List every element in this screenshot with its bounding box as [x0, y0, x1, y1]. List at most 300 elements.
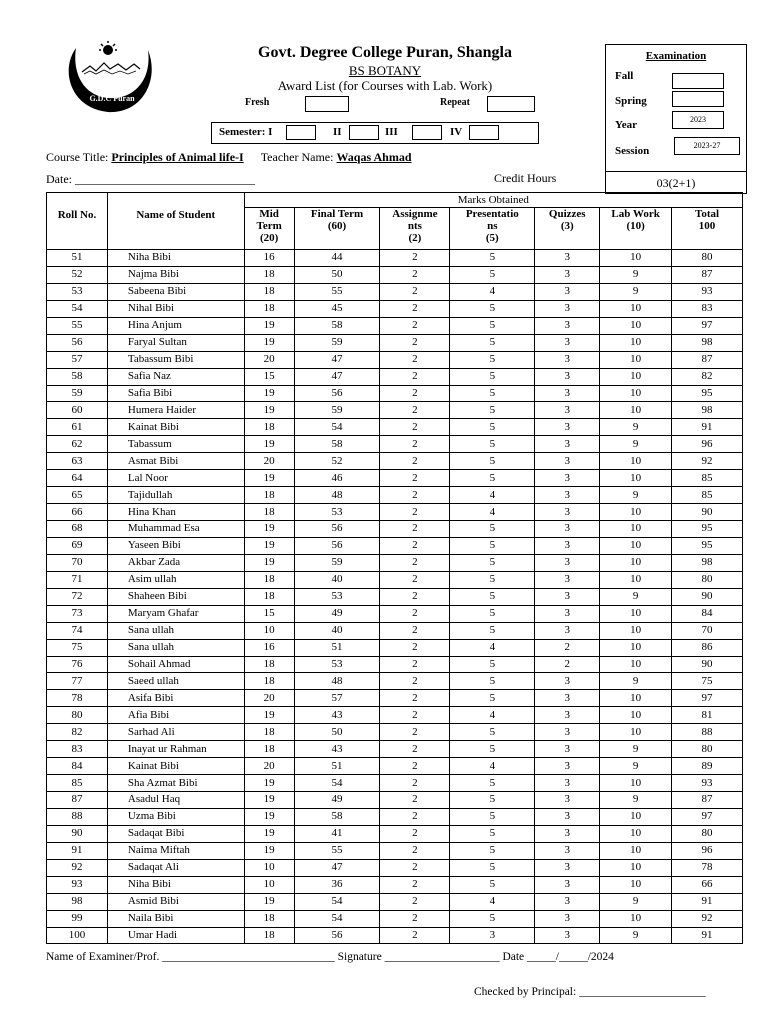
- assignments-cell: 2: [380, 419, 450, 436]
- mid-term-cell: 15: [244, 605, 294, 622]
- teacher-label: Teacher Name:: [260, 150, 334, 164]
- table-row: [47, 487, 743, 504]
- quizzes-cell: 2: [535, 656, 600, 673]
- total-cell: 97: [672, 808, 743, 825]
- lab-work-cell: 10: [600, 842, 672, 859]
- assignments-cell: 2: [380, 792, 450, 809]
- presentations-cell: 4: [450, 283, 535, 300]
- student-name-cell: Saeed ullah: [107, 673, 244, 690]
- presentations-cell: 5: [450, 436, 535, 453]
- fresh-box[interactable]: [305, 96, 349, 112]
- final-term-cell: 45: [294, 300, 380, 317]
- mid-term-cell: 18: [244, 487, 294, 504]
- fall-box[interactable]: [672, 73, 724, 89]
- final-term-cell: 47: [294, 368, 380, 385]
- marks-table: [46, 192, 743, 944]
- table-row: [47, 639, 743, 656]
- final-term-cell: 49: [294, 792, 380, 809]
- total-cell: 92: [672, 910, 743, 927]
- total-cell: 91: [672, 419, 743, 436]
- presentations-cell: 5: [450, 859, 535, 876]
- total-cell: 96: [672, 436, 743, 453]
- student-name-cell: Najma Bibi: [107, 266, 244, 283]
- table-row: [47, 588, 743, 605]
- roll-no-cell: 71: [47, 571, 108, 588]
- quizzes-cell: 3: [535, 487, 600, 504]
- roll-no-cell: 77: [47, 673, 108, 690]
- lab-work-cell: 10: [600, 724, 672, 741]
- table-row: [47, 351, 743, 368]
- lab-work-cell: 10: [600, 656, 672, 673]
- college-logo: [64, 40, 160, 120]
- total-cell: 80: [672, 250, 743, 267]
- presentations-cell: 5: [450, 317, 535, 334]
- mid-term-cell: 18: [244, 419, 294, 436]
- roll-no-cell: 59: [47, 385, 108, 402]
- final-term-cell: 57: [294, 690, 380, 707]
- mid-term-cell: 19: [244, 825, 294, 842]
- presentations-cell: 5: [450, 300, 535, 317]
- lab-work-cell: 10: [600, 334, 672, 351]
- total-cell: 85: [672, 487, 743, 504]
- presentations-cell: 5: [450, 656, 535, 673]
- lab-work-cell: 10: [600, 521, 672, 538]
- quizzes-cell: 3: [535, 470, 600, 487]
- final-term-cell: 59: [294, 334, 380, 351]
- table-row: [47, 266, 743, 283]
- roll-no-cell: 93: [47, 876, 108, 893]
- table-row: [47, 521, 743, 538]
- roll-no-cell: 100: [47, 927, 108, 944]
- presentations-cell: 3: [450, 927, 535, 944]
- assignments-cell: 2: [380, 605, 450, 622]
- presentations-cell: 5: [450, 250, 535, 267]
- lab-work-cell: 10: [600, 622, 672, 639]
- student-name-header: Name of Student: [107, 193, 244, 250]
- lab-work-cell: 10: [600, 554, 672, 571]
- table-row: [47, 385, 743, 402]
- student-name-cell: Asifa Bibi: [107, 690, 244, 707]
- semester-box-3[interactable]: [412, 125, 442, 140]
- mid-term-cell: 19: [244, 334, 294, 351]
- mid-term-cell: 19: [244, 842, 294, 859]
- final-term-cell: 54: [294, 910, 380, 927]
- total-cell: 95: [672, 521, 743, 538]
- mid-term-cell: 19: [244, 317, 294, 334]
- logo-text: G.D.C Puran: [89, 94, 135, 103]
- final-term-cell: 56: [294, 927, 380, 944]
- assignments-cell: 2: [380, 842, 450, 859]
- table-row: [47, 419, 743, 436]
- mid-term-cell: 18: [244, 673, 294, 690]
- student-name-cell: Hina Khan: [107, 504, 244, 521]
- final-term-cell: 56: [294, 385, 380, 402]
- total-cell: 96: [672, 842, 743, 859]
- student-name-cell: Sohail Ahmad: [107, 656, 244, 673]
- semester-option-2: II: [333, 126, 342, 138]
- mid-term-cell: 20: [244, 351, 294, 368]
- student-name-cell: Humera Haider: [107, 402, 244, 419]
- table-row: [47, 859, 743, 876]
- total-cell: 66: [672, 876, 743, 893]
- assignments-cell: 2: [380, 639, 450, 656]
- mid-term-cell: 19: [244, 470, 294, 487]
- semester-option-3: III: [385, 126, 398, 138]
- total-cell: 90: [672, 588, 743, 605]
- student-name-cell: Nihal Bibi: [107, 300, 244, 317]
- assignments-cell: 2: [380, 453, 450, 470]
- assignments-cell: 2: [380, 673, 450, 690]
- assignments-cell: 2: [380, 910, 450, 927]
- total-cell: 87: [672, 351, 743, 368]
- final-term-cell: 43: [294, 707, 380, 724]
- total-cell: 80: [672, 571, 743, 588]
- course-title-value: Principles of Animal life-I: [111, 150, 244, 164]
- total-cell: 80: [672, 741, 743, 758]
- student-name-cell: Naima Miftah: [107, 842, 244, 859]
- assignments-cell: 2: [380, 470, 450, 487]
- quizzes-cell: 3: [535, 741, 600, 758]
- total-cell: 97: [672, 317, 743, 334]
- lab-work-cell: 10: [600, 537, 672, 554]
- presentations-cell: 4: [450, 707, 535, 724]
- presentations-cell: 5: [450, 453, 535, 470]
- presentations-cell: 4: [450, 487, 535, 504]
- assignments-cell: 2: [380, 724, 450, 741]
- assignments-cell: 2: [380, 537, 450, 554]
- quizzes-cell: 3: [535, 537, 600, 554]
- mid-term-cell: 20: [244, 453, 294, 470]
- mid-term-cell: 19: [244, 537, 294, 554]
- mid-term-cell: 19: [244, 893, 294, 910]
- final-term-cell: 58: [294, 436, 380, 453]
- presentations-header: Presentatio ns (5): [450, 208, 535, 250]
- presentations-cell: 5: [450, 808, 535, 825]
- assignments-cell: 2: [380, 250, 450, 267]
- student-name-cell: Safia Bibi: [107, 385, 244, 402]
- college-name: Govt. Degree College Puran, Shangla: [258, 44, 512, 61]
- final-term-cell: 48: [294, 673, 380, 690]
- student-name-cell: Sadaqat Bibi: [107, 825, 244, 842]
- quizzes-cell: 3: [535, 521, 600, 538]
- table-row: [47, 368, 743, 385]
- assignments-cell: 2: [380, 334, 450, 351]
- roll-no-cell: 69: [47, 537, 108, 554]
- roll-no-cell: 83: [47, 741, 108, 758]
- final-term-cell: 56: [294, 521, 380, 538]
- lab-work-cell: 10: [600, 470, 672, 487]
- student-name-cell: Uzma Bibi: [107, 808, 244, 825]
- table-row: [47, 724, 743, 741]
- presentations-cell: 5: [450, 588, 535, 605]
- mid-term-cell: 19: [244, 521, 294, 538]
- total-cell: 80: [672, 825, 743, 842]
- quizzes-cell: 3: [535, 825, 600, 842]
- table-row: [47, 927, 743, 944]
- mid-term-cell: 19: [244, 775, 294, 792]
- award-list-title: Award List (for Courses with Lab. Work): [277, 78, 493, 93]
- assignments-cell: 2: [380, 656, 450, 673]
- mid-term-cell: 19: [244, 808, 294, 825]
- assignments-cell: 2: [380, 741, 450, 758]
- quizzes-cell: 3: [535, 250, 600, 267]
- table-row: [47, 656, 743, 673]
- assignments-cell: 2: [380, 808, 450, 825]
- mid-term-cell: 18: [244, 504, 294, 521]
- roll-no-cell: 53: [47, 283, 108, 300]
- presentations-cell: 5: [450, 622, 535, 639]
- table-row: [47, 910, 743, 927]
- spring-label: Spring: [615, 95, 647, 107]
- final-term-cell: 53: [294, 588, 380, 605]
- student-name-cell: Sha Azmat Bibi: [107, 775, 244, 792]
- assignments-cell: 2: [380, 554, 450, 571]
- quizzes-cell: 3: [535, 876, 600, 893]
- presentations-cell: 5: [450, 334, 535, 351]
- table-row: [47, 300, 743, 317]
- roll-no-cell: 63: [47, 453, 108, 470]
- roll-no-cell: 99: [47, 910, 108, 927]
- table-row: [47, 317, 743, 334]
- roll-no-cell: 62: [47, 436, 108, 453]
- lab-work-cell: 9: [600, 588, 672, 605]
- roll-no-cell: 52: [47, 266, 108, 283]
- presentations-cell: 5: [450, 368, 535, 385]
- total-cell: 93: [672, 283, 743, 300]
- lab-work-cell: 10: [600, 910, 672, 927]
- roll-no-header: Roll No.: [47, 193, 108, 250]
- total-cell: 90: [672, 504, 743, 521]
- assignments-cell: 2: [380, 385, 450, 402]
- quizzes-cell: 3: [535, 724, 600, 741]
- quizzes-cell: 3: [535, 893, 600, 910]
- lab-work-cell: 10: [600, 317, 672, 334]
- student-name-cell: Asmat Bibi: [107, 453, 244, 470]
- roll-no-cell: 98: [47, 893, 108, 910]
- repeat-box[interactable]: [487, 96, 535, 112]
- lab-work-cell: 9: [600, 487, 672, 504]
- final-term-header: Final Term (60): [294, 208, 380, 250]
- final-term-cell: 54: [294, 893, 380, 910]
- mid-term-cell: 18: [244, 656, 294, 673]
- total-cell: 88: [672, 724, 743, 741]
- lab-work-cell: 9: [600, 741, 672, 758]
- assignments-cell: 2: [380, 504, 450, 521]
- student-name-cell: Niha Bibi: [107, 876, 244, 893]
- roll-no-cell: 70: [47, 554, 108, 571]
- student-name-cell: Sarhad Ali: [107, 724, 244, 741]
- final-term-cell: 51: [294, 758, 380, 775]
- roll-no-cell: 84: [47, 758, 108, 775]
- assignments-cell: 2: [380, 588, 450, 605]
- final-term-cell: 59: [294, 554, 380, 571]
- total-cell: 85: [672, 470, 743, 487]
- presentations-cell: 4: [450, 504, 535, 521]
- table-row: [47, 876, 743, 893]
- assignments-cell: 2: [380, 927, 450, 944]
- roll-no-cell: 87: [47, 792, 108, 809]
- student-name-cell: Inayat ur Rahman: [107, 741, 244, 758]
- lab-work-cell: 10: [600, 690, 672, 707]
- student-name-cell: Akbar Zada: [107, 554, 244, 571]
- quizzes-cell: 3: [535, 402, 600, 419]
- session-label: Session: [615, 145, 650, 157]
- quizzes-cell: 3: [535, 283, 600, 300]
- presentations-cell: 5: [450, 876, 535, 893]
- student-name-cell: Sabeena Bibi: [107, 283, 244, 300]
- roll-no-cell: 66: [47, 504, 108, 521]
- assignments-cell: 2: [380, 402, 450, 419]
- final-term-cell: 46: [294, 470, 380, 487]
- quizzes-cell: 3: [535, 504, 600, 521]
- quizzes-cell: 3: [535, 436, 600, 453]
- table-row: [47, 842, 743, 859]
- table-row: [47, 402, 743, 419]
- mid-term-cell: 19: [244, 436, 294, 453]
- semester-row: [211, 122, 539, 144]
- student-name-cell: Maryam Ghafar: [107, 605, 244, 622]
- fall-label: Fall: [615, 70, 634, 82]
- table-row: [47, 453, 743, 470]
- table-row: [47, 775, 743, 792]
- lab-work-cell: 9: [600, 792, 672, 809]
- assignments-cell: 2: [380, 876, 450, 893]
- mid-term-cell: 18: [244, 927, 294, 944]
- quizzes-header: Quizzes (3): [535, 208, 600, 250]
- presentations-cell: 5: [450, 842, 535, 859]
- mid-term-cell: 15: [244, 368, 294, 385]
- examination-heading: Examination: [645, 50, 707, 62]
- semester-label: Semester: I: [219, 126, 273, 138]
- quizzes-cell: 3: [535, 385, 600, 402]
- lab-work-cell: 10: [600, 300, 672, 317]
- presentations-cell: 5: [450, 792, 535, 809]
- roll-no-cell: 82: [47, 724, 108, 741]
- table-row: [47, 554, 743, 571]
- mid-term-cell: 18: [244, 910, 294, 927]
- total-cell: 89: [672, 758, 743, 775]
- assignments-cell: 2: [380, 521, 450, 538]
- lab-work-cell: 9: [600, 758, 672, 775]
- quizzes-cell: 3: [535, 317, 600, 334]
- total-cell: 93: [672, 775, 743, 792]
- table-row: [47, 436, 743, 453]
- final-term-cell: 55: [294, 842, 380, 859]
- final-term-cell: 50: [294, 266, 380, 283]
- quizzes-cell: 3: [535, 927, 600, 944]
- table-row: [47, 690, 743, 707]
- program-name: BS BOTANY: [348, 63, 422, 78]
- table-row: [47, 893, 743, 910]
- presentations-cell: 5: [450, 554, 535, 571]
- quizzes-cell: 2: [535, 639, 600, 656]
- mid-term-cell: 19: [244, 402, 294, 419]
- quizzes-cell: 3: [535, 368, 600, 385]
- quizzes-cell: 3: [535, 300, 600, 317]
- mid-term-cell: 19: [244, 554, 294, 571]
- examination-box: [605, 44, 747, 194]
- date-field: Date: ______________________________: [46, 172, 255, 186]
- total-cell: 98: [672, 402, 743, 419]
- student-name-cell: Asadul Haq: [107, 792, 244, 809]
- quizzes-cell: 3: [535, 419, 600, 436]
- assignments-cell: 2: [380, 825, 450, 842]
- roll-no-cell: 72: [47, 588, 108, 605]
- final-term-cell: 53: [294, 656, 380, 673]
- final-term-cell: 43: [294, 741, 380, 758]
- total-header: Total 100: [672, 208, 743, 250]
- spring-box[interactable]: [672, 91, 724, 107]
- student-name-cell: Niha Bibi: [107, 250, 244, 267]
- mid-term-cell: 20: [244, 758, 294, 775]
- roll-no-cell: 75: [47, 639, 108, 656]
- table-row: [47, 792, 743, 809]
- roll-no-cell: 91: [47, 842, 108, 859]
- final-term-cell: 56: [294, 537, 380, 554]
- lab-work-cell: 9: [600, 436, 672, 453]
- quizzes-cell: 3: [535, 622, 600, 639]
- total-cell: 83: [672, 300, 743, 317]
- year-label: Year: [615, 119, 637, 131]
- table-row: [47, 741, 743, 758]
- semester-box-4[interactable]: [469, 125, 499, 140]
- student-name-cell: Sana ullah: [107, 622, 244, 639]
- mid-term-cell: 10: [244, 859, 294, 876]
- semester-box-1[interactable]: [286, 125, 316, 140]
- roll-no-cell: 65: [47, 487, 108, 504]
- table-row: [47, 825, 743, 842]
- roll-no-cell: 64: [47, 470, 108, 487]
- total-cell: 90: [672, 656, 743, 673]
- quizzes-cell: 3: [535, 334, 600, 351]
- roll-no-cell: 54: [47, 300, 108, 317]
- total-cell: 98: [672, 554, 743, 571]
- repeat-label: Repeat: [440, 97, 470, 108]
- lab-work-cell: 10: [600, 825, 672, 842]
- assignments-cell: 2: [380, 893, 450, 910]
- presentations-cell: 5: [450, 470, 535, 487]
- final-term-cell: 40: [294, 571, 380, 588]
- total-cell: 91: [672, 927, 743, 944]
- roll-no-cell: 61: [47, 419, 108, 436]
- lab-work-cell: 9: [600, 283, 672, 300]
- presentations-cell: 5: [450, 605, 535, 622]
- presentations-cell: 5: [450, 724, 535, 741]
- semester-box-2[interactable]: [349, 125, 379, 140]
- final-term-cell: 53: [294, 504, 380, 521]
- year-value: 2023: [672, 111, 724, 129]
- quizzes-cell: 3: [535, 673, 600, 690]
- final-term-cell: 44: [294, 250, 380, 267]
- final-term-cell: 49: [294, 605, 380, 622]
- mid-term-cell: 18: [244, 588, 294, 605]
- lab-work-cell: 10: [600, 876, 672, 893]
- mid-term-cell: 19: [244, 385, 294, 402]
- lab-work-cell: 10: [600, 859, 672, 876]
- assignments-cell: 2: [380, 300, 450, 317]
- semester-option-4: IV: [450, 126, 463, 138]
- lab-work-cell: 10: [600, 808, 672, 825]
- presentations-cell: 5: [450, 910, 535, 927]
- credit-hours-value: 03(2+1): [606, 171, 746, 194]
- lab-work-cell: 10: [600, 639, 672, 656]
- assignments-cell: 2: [380, 368, 450, 385]
- final-term-cell: 54: [294, 419, 380, 436]
- lab-work-cell: 9: [600, 893, 672, 910]
- table-row: [47, 808, 743, 825]
- quizzes-cell: 3: [535, 571, 600, 588]
- presentations-cell: 4: [450, 758, 535, 775]
